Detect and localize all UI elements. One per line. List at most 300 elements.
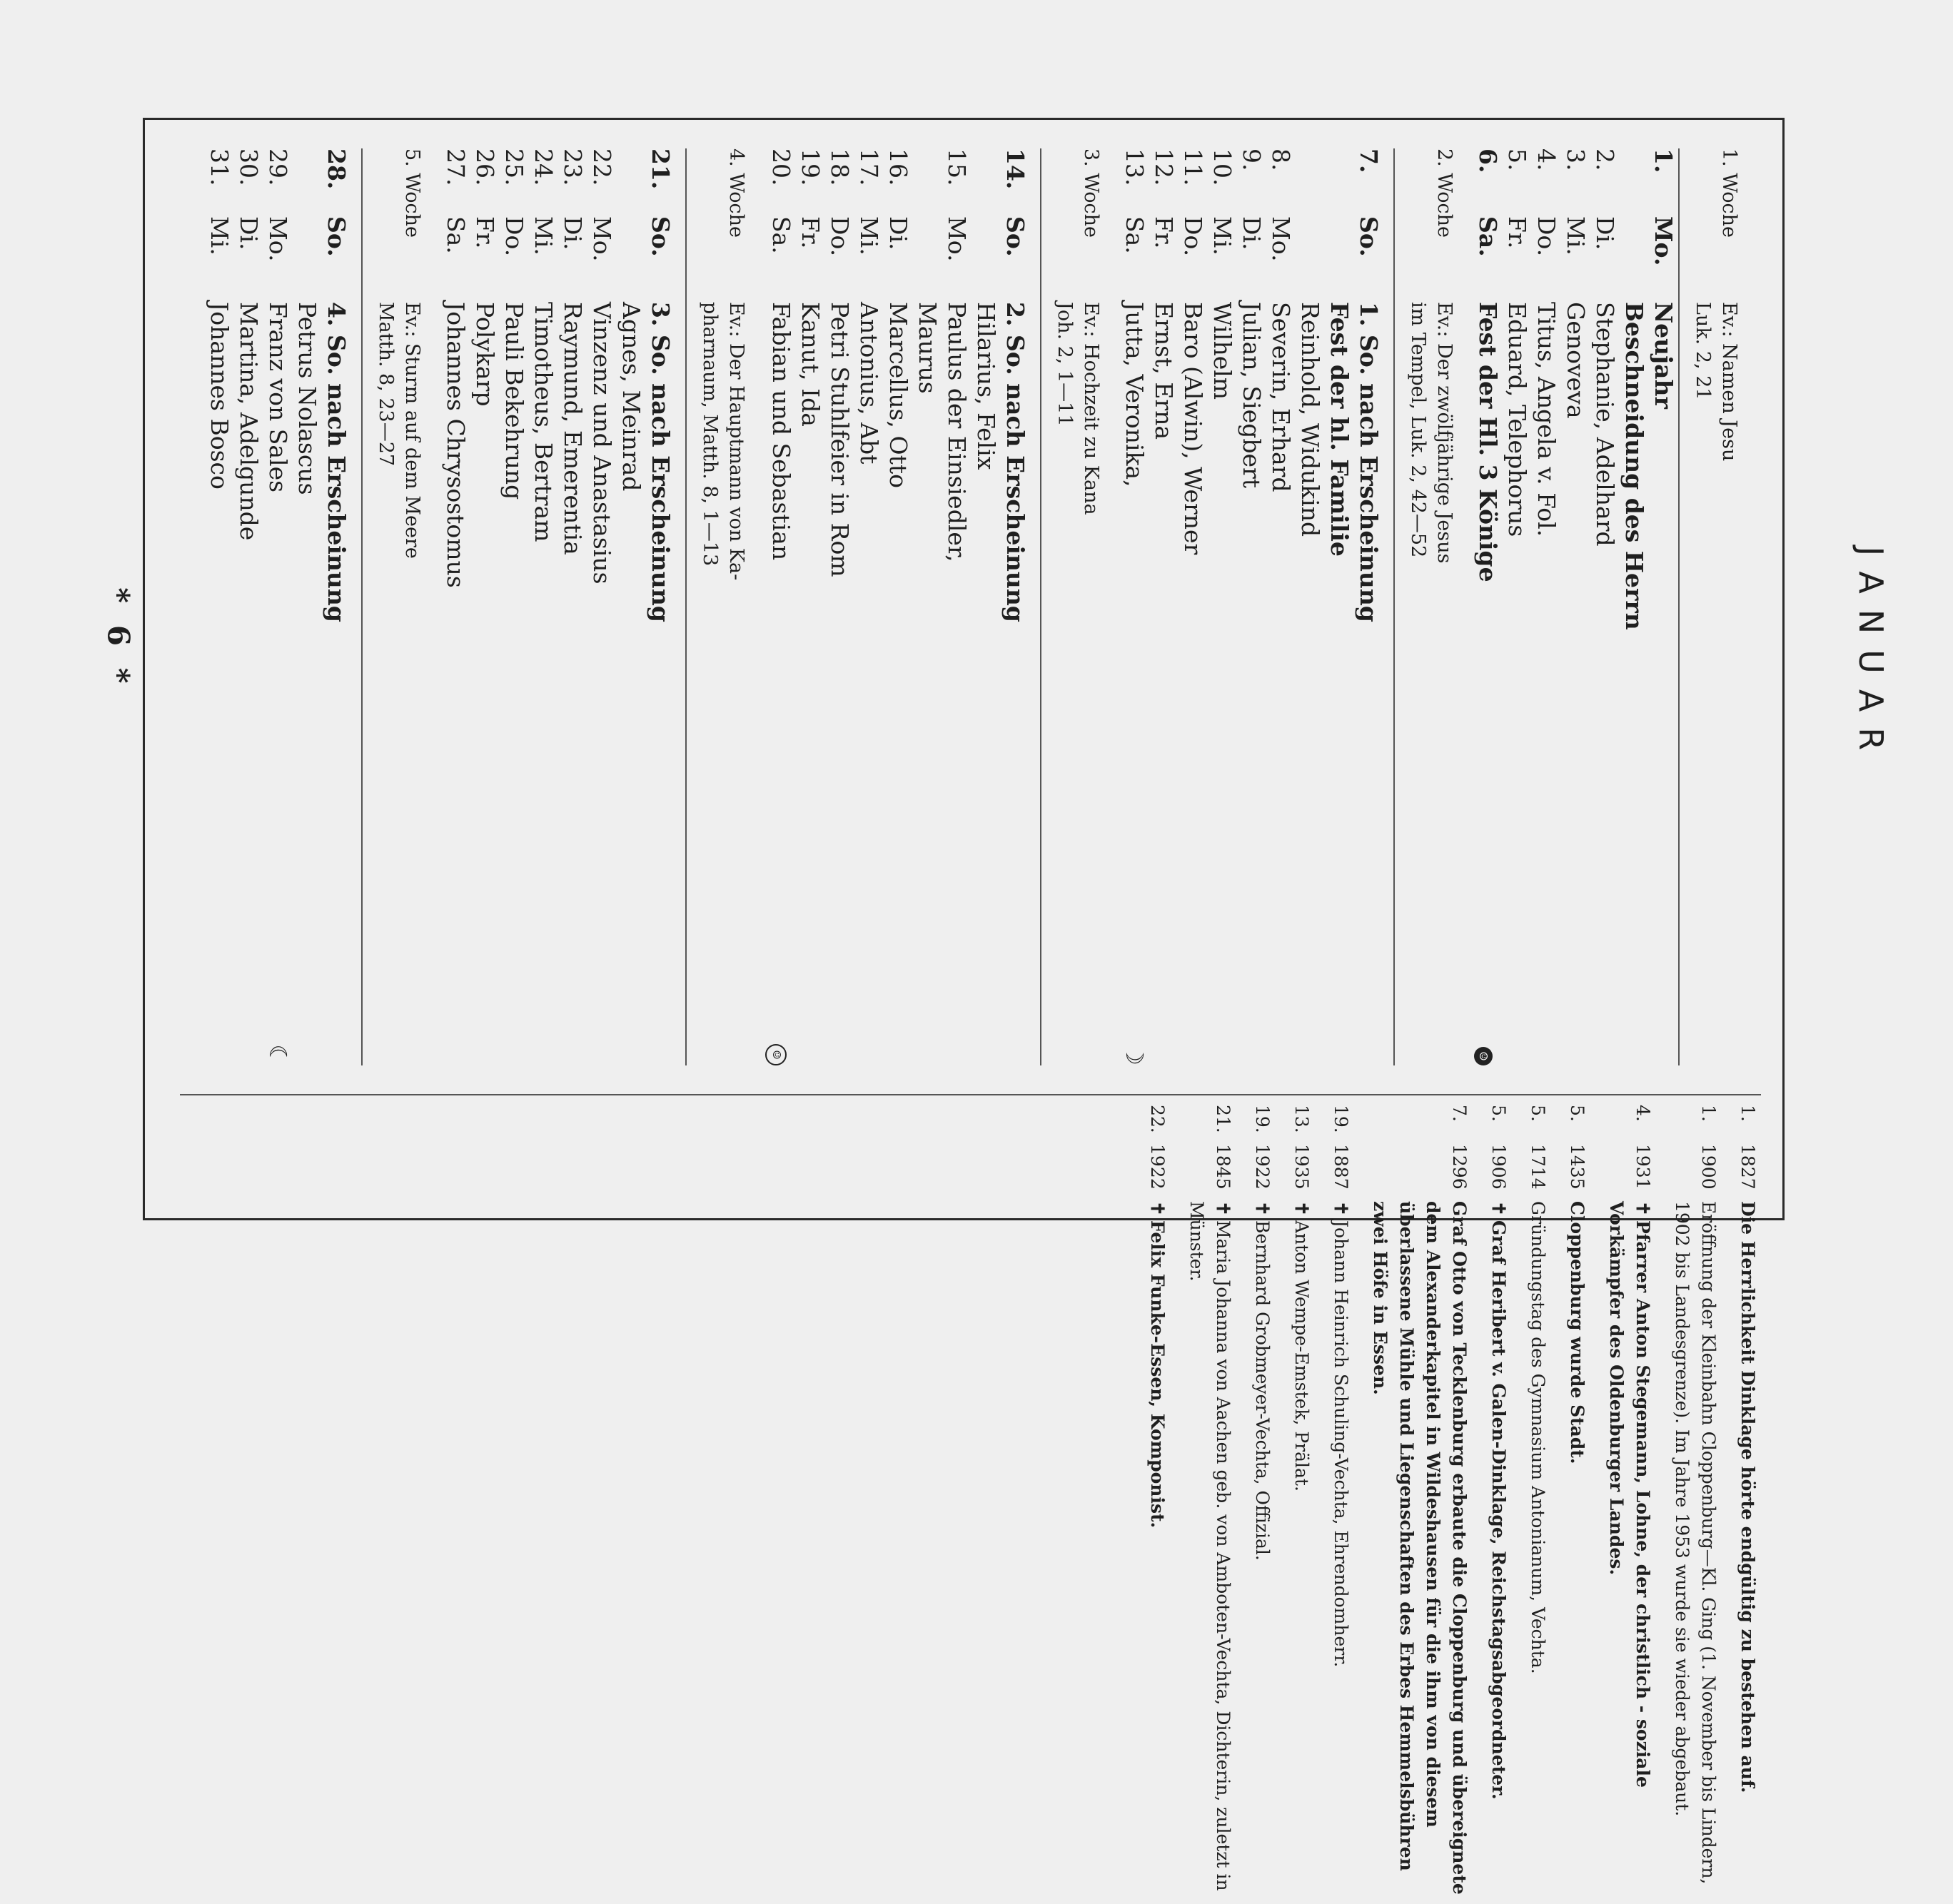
day-number: 13.	[1121, 148, 1149, 186]
day-saints	[1266, 302, 1296, 1023]
day-saints	[1149, 302, 1179, 1023]
day-row	[441, 148, 470, 1065]
day-row	[884, 148, 913, 1065]
symbol-slot	[1149, 1023, 1179, 1065]
day-saints	[205, 302, 234, 1023]
day-row	[1503, 148, 1532, 1065]
day-saints	[1208, 302, 1237, 1023]
day-row	[470, 148, 500, 1065]
day-number: 14.	[1001, 148, 1029, 190]
day-saints	[1120, 302, 1149, 1023]
history-entry	[1288, 1105, 1315, 1904]
week-header	[361, 148, 437, 1065]
day-number: 7.	[1355, 148, 1383, 173]
first-quarter-glyph-icon: ☾	[264, 1044, 292, 1065]
day-row	[854, 148, 884, 1065]
history-text	[1184, 1201, 1236, 1904]
day-number: 21.	[647, 148, 675, 190]
day-number: 9.	[1238, 148, 1266, 171]
history-date: 19.	[1252, 1105, 1273, 1133]
gospel-line: Ev.: Sturm auf dem Meere	[401, 302, 423, 559]
day-text-line: Hilarius, Felix	[972, 302, 1000, 470]
death-cross-icon: ✝	[1331, 1201, 1351, 1216]
symbol-slot	[1266, 1023, 1296, 1065]
day-saints	[587, 302, 617, 1023]
history-text-body: Eröffnung der Kleinbahn Cloppenburg—Kl. Ging (1. November bis Lindern, 1902 bis Landesgrenze). Im Jahre 1953 wurde sie wieder abgebaut.	[1672, 1201, 1719, 1885]
day-number: 10.	[1208, 148, 1236, 186]
history-entry	[1249, 1105, 1276, 1904]
day-row	[1237, 148, 1266, 1065]
day-text-line: Maurus	[914, 302, 942, 394]
page-number: * 6 *	[101, 587, 136, 689]
day-number: 26.	[471, 148, 499, 186]
day-row	[1561, 148, 1590, 1065]
day-row	[1473, 148, 1503, 1065]
days-column	[201, 148, 1754, 1065]
history-year: 1922	[1252, 1144, 1273, 1190]
day-row	[913, 148, 972, 1065]
weekday: Mi.	[530, 216, 557, 255]
day-row	[205, 148, 234, 1065]
day-saints	[1237, 302, 1266, 1023]
day-number: 22.	[588, 148, 616, 186]
day-row	[765, 148, 796, 1065]
history-year: 1922	[1147, 1144, 1168, 1190]
weekday: Mo.	[264, 216, 292, 262]
symbol-slot	[1179, 1023, 1208, 1065]
day-text-line: Wilhelm	[1208, 302, 1236, 400]
weekday: So.	[323, 216, 350, 257]
day-row	[293, 148, 351, 1065]
day-number: 17.	[855, 148, 883, 186]
day-row	[1590, 148, 1620, 1065]
history-date: 5.	[1488, 1105, 1509, 1122]
day-saints	[441, 302, 470, 1023]
gospel-line: Ev.: Hochzeit zu Kana	[1080, 302, 1102, 515]
day-row	[617, 148, 675, 1065]
gospel-reading	[373, 302, 425, 1065]
day-row	[558, 148, 587, 1065]
symbol-slot	[293, 1023, 351, 1065]
week-header	[1678, 148, 1754, 1065]
symbol-slot	[1237, 1023, 1266, 1065]
symbol-slot	[1296, 1023, 1383, 1065]
weekday: So.	[647, 216, 675, 257]
weekday: So.	[1355, 216, 1383, 257]
day-number: 6.	[1474, 148, 1502, 173]
symbol-slot	[617, 1023, 675, 1065]
day-saints	[884, 302, 913, 1023]
day-row	[1149, 148, 1179, 1065]
history-text-body: Cloppenburg wurde Stadt.	[1567, 1201, 1588, 1464]
history-text-body: Anton Wempe-Emstek, Prälat.	[1291, 1220, 1312, 1492]
history-year: 1900	[1698, 1144, 1719, 1190]
day-saints	[1296, 302, 1383, 1023]
day-text-line: 3. So. nach Erscheinung	[647, 302, 675, 622]
weekday: Sa.	[767, 216, 795, 254]
day-saints	[1590, 302, 1620, 1023]
death-cross-icon: ✝	[1213, 1201, 1233, 1216]
history-year: 1931	[1632, 1144, 1653, 1190]
day-text-line: 1. So. nach Erscheinung	[1355, 302, 1383, 622]
history-text	[1525, 1201, 1551, 1904]
last-quarter-icon	[1120, 1023, 1149, 1065]
day-saints	[1503, 302, 1532, 1023]
death-cross-icon: ✝	[1252, 1201, 1273, 1216]
symbol-slot	[884, 1023, 913, 1065]
weekday: Di.	[1238, 216, 1266, 250]
history-text-body: Graf Heribert v. Galen-Dinklage, Reichstagsabgeordneter.	[1488, 1220, 1509, 1800]
day-text-line: Agnes, Meinrad	[617, 302, 645, 492]
new-moon-icon	[765, 1023, 796, 1065]
history-year: 1906	[1488, 1144, 1509, 1190]
history-text	[1288, 1201, 1315, 1904]
month-title: JANUAR	[1852, 546, 1890, 766]
week-label: 4. Woche	[725, 148, 747, 238]
history-date: 5.	[1567, 1105, 1588, 1122]
day-text-line: Paulus der Einsiedler,	[943, 302, 971, 562]
history-entry	[1485, 1105, 1512, 1904]
weekday: Do.	[500, 216, 528, 257]
day-saints	[825, 302, 854, 1023]
day-text-line: Vinzenz und Anastasius	[588, 302, 616, 584]
day-text-line: Timotheus, Bertram	[530, 302, 557, 542]
day-number: 27.	[442, 148, 470, 186]
history-year: 1296	[1449, 1144, 1470, 1190]
full-moon-icon	[1473, 1023, 1503, 1065]
day-number: 24.	[530, 148, 557, 186]
day-text-line: Fest der Hl. 3 Könige	[1474, 302, 1502, 582]
symbol-slot	[529, 1023, 558, 1065]
weekday: Fr.	[471, 216, 499, 249]
history-text-body: Gründungstag des Gymnasium Antonianum, Vechta.	[1528, 1201, 1548, 1674]
day-number: 1.	[1650, 148, 1677, 173]
week-label: 5. Woche	[401, 148, 423, 238]
symbol-slot	[972, 1023, 1030, 1065]
week-label: 3. Woche	[1080, 148, 1102, 238]
day-number: 4.	[1533, 148, 1560, 171]
symbol-slot	[1208, 1023, 1237, 1065]
gospel-line: im Tempel, Luk. 2, 42—52	[1407, 302, 1429, 558]
history-text	[1144, 1201, 1171, 1904]
day-text-line: Kanut, Ida	[797, 302, 824, 427]
gospel-line: Ev.: Namen Jesu	[1718, 302, 1740, 462]
history-year: 1887	[1331, 1144, 1351, 1190]
day-text-line: Neujahr	[1650, 302, 1677, 409]
day-saints	[1561, 302, 1590, 1023]
history-text-body: Felix Funke-Essen, Komponist.	[1147, 1220, 1168, 1529]
day-text-line: Severin, Erhard	[1267, 302, 1295, 492]
history-text-body: Graf Otto von Tecklenburg erbaute die Cloppenburg und übereignete dem Alexanderkapitel in Wildeshausen für die ihm von diesem überlassene Mühle und Liegenschaften des Erbes Hemmelsbühren zwei Höfe in Essen.	[1370, 1201, 1470, 1895]
symbol-slot	[1561, 1023, 1590, 1065]
weekday: Mo.	[588, 216, 616, 262]
history-date: 1.	[1698, 1105, 1719, 1122]
day-row	[972, 148, 1030, 1065]
history-date: 5.	[1528, 1105, 1548, 1122]
symbol-slot	[1503, 1023, 1532, 1065]
gospel-reading	[697, 302, 750, 1065]
day-text-line: Petri Stuhlfeier in Rom	[826, 302, 854, 577]
day-saints	[854, 302, 884, 1023]
week-header	[685, 148, 761, 1065]
day-row	[263, 148, 293, 1065]
weekday: Sa.	[1474, 216, 1502, 257]
day-saints	[1532, 302, 1561, 1023]
history-text	[1249, 1201, 1276, 1904]
history-entry	[1328, 1105, 1354, 1904]
day-text-line: Fabian und Sebastian	[767, 302, 795, 561]
gospel-line: Matth. 8, 23—27	[375, 302, 397, 467]
day-row	[825, 148, 854, 1065]
history-text	[1367, 1201, 1473, 1904]
weekday: Mo.	[943, 216, 971, 262]
week-block	[201, 148, 437, 1065]
history-year: 1845	[1213, 1144, 1233, 1190]
day-number: 3.	[1562, 148, 1590, 171]
history-entry	[1669, 1105, 1722, 1904]
symbol-slot	[441, 1023, 470, 1065]
history-text	[1735, 1201, 1761, 1904]
symbol-slot	[854, 1023, 884, 1065]
history-date: 4.	[1632, 1105, 1653, 1122]
day-text-line: Johannes Chrysostomus	[442, 302, 470, 588]
day-text-line: Petrus Nolascus	[293, 302, 321, 495]
history-year: 1827	[1737, 1144, 1758, 1190]
day-text-line: 2. So. nach Erscheinung	[1001, 302, 1029, 622]
day-saints	[913, 302, 972, 1023]
week-label: 1. Woche	[1718, 148, 1740, 238]
weekday: Do.	[826, 216, 854, 257]
week-label: 2. Woche	[1433, 148, 1455, 238]
day-saints	[500, 302, 529, 1023]
history-entry	[1603, 1105, 1656, 1904]
gospel-line: Ev.: Der Hauptmann von Ka-	[725, 302, 747, 581]
symbol-slot	[825, 1023, 854, 1065]
history-date: 1.	[1737, 1105, 1758, 1122]
symbol-slot	[558, 1023, 587, 1065]
gospel-reading	[1690, 302, 1742, 1065]
week-block	[1116, 148, 1469, 1065]
day-row	[587, 148, 617, 1065]
symbol-slot	[1590, 1023, 1620, 1065]
history-date: 13.	[1291, 1105, 1312, 1133]
weekday: So.	[1001, 216, 1029, 257]
day-saints	[293, 302, 351, 1023]
history-text	[1485, 1201, 1512, 1904]
symbol-slot	[470, 1023, 500, 1065]
day-text-line: Fest der hl. Familie	[1326, 302, 1353, 557]
symbol-slot	[1532, 1023, 1561, 1065]
day-text-line: Antonius, Abt	[855, 302, 883, 465]
day-text-line: Johannes Bosco	[206, 302, 233, 490]
day-text-line: Beschneidung des Herrn	[1620, 302, 1648, 630]
day-number: 30.	[235, 148, 263, 186]
history-text-body: Bernhard Grobmeyer-Vechta, Offizial.	[1252, 1220, 1273, 1561]
day-text-line: Reinhold, Widukind	[1296, 302, 1324, 537]
history-text-body: Johann Heinrich Schuling-Vechta, Ehrendomherr.	[1331, 1220, 1351, 1668]
day-number: 5.	[1503, 148, 1531, 171]
symbol-slot	[205, 1023, 234, 1065]
symbol-slot	[500, 1023, 529, 1065]
death-cross-icon: ✝	[1488, 1201, 1509, 1216]
day-number: 15.	[943, 148, 971, 186]
new-moon-glyph-icon: ☺	[765, 1044, 787, 1065]
gospel-line: Luk. 2, 21	[1692, 302, 1714, 400]
day-saints	[972, 302, 1030, 1023]
history-entry	[1184, 1105, 1236, 1904]
history-entry	[1735, 1105, 1761, 1904]
day-row	[1179, 148, 1208, 1065]
day-row	[234, 148, 263, 1065]
weekday: Mi.	[206, 216, 233, 255]
weekday: Mi.	[1208, 216, 1236, 255]
day-text-line: Eduard, Telephorus	[1503, 302, 1531, 537]
gospel-line: pharnaum, Matth. 8, 1—13	[699, 302, 721, 567]
day-row	[500, 148, 529, 1065]
death-cross-icon: ✝	[1291, 1201, 1312, 1216]
weekday: Di.	[1591, 216, 1619, 250]
day-text-line: Stephanie, Adelhard	[1591, 302, 1619, 547]
weekday: Di.	[884, 216, 912, 250]
day-number: 25.	[500, 148, 528, 186]
day-number: 11.	[1179, 148, 1207, 186]
day-number: 18.	[826, 148, 854, 186]
day-text-line: Jutta, Veronika,	[1121, 302, 1149, 487]
day-text-line: Julian, Siegbert	[1238, 302, 1266, 489]
symbol-slot	[587, 1023, 617, 1065]
day-text-line: Pauli Bekehrung	[500, 302, 528, 500]
day-text-line: Ernst, Erna	[1150, 302, 1178, 440]
day-number: 16.	[884, 148, 912, 186]
day-row	[1532, 148, 1561, 1065]
weekday: Fr.	[1503, 216, 1531, 249]
symbol-slot	[1620, 1023, 1678, 1065]
day-saints	[1179, 302, 1208, 1023]
death-cross-icon: ✝	[1147, 1201, 1168, 1216]
symbol-slot	[796, 1023, 825, 1065]
history-entry	[1144, 1105, 1171, 1904]
day-row	[1208, 148, 1237, 1065]
weekday: Fr.	[797, 216, 824, 249]
day-saints	[765, 302, 796, 1023]
history-text	[1564, 1201, 1590, 1904]
day-text-line: Baro (Alwin), Werner	[1179, 302, 1207, 555]
day-text-line: Polykarp	[471, 302, 499, 407]
history-column	[169, 1105, 1761, 1904]
day-row	[1266, 148, 1296, 1065]
day-number: 31.	[206, 148, 233, 186]
day-number: 20.	[767, 148, 795, 186]
history-text	[1328, 1201, 1354, 1904]
history-date: 22.	[1147, 1105, 1168, 1133]
week-block	[761, 148, 1116, 1065]
day-saints	[470, 302, 500, 1023]
day-number: 28.	[323, 148, 350, 190]
day-number: 12.	[1150, 148, 1178, 186]
day-text-line: Genoveva	[1562, 302, 1590, 419]
gospel-reading	[1405, 302, 1458, 1065]
day-saints	[558, 302, 587, 1023]
first-quarter-icon	[263, 1023, 293, 1065]
last-quarter-glyph-icon: ☽	[1121, 1044, 1149, 1065]
day-text-line: Titus, Angela v. Fol.	[1533, 302, 1560, 537]
column-divider	[180, 1094, 1761, 1095]
history-text-body: Pfarrer Anton Stegemann, Lohne, der christlich - soziale Vorkämpfer des Oldenburger Landes.	[1606, 1201, 1653, 1788]
week-header	[1040, 148, 1116, 1065]
gospel-line: Ev.: Der zwölfjährige Jesus	[1433, 302, 1455, 564]
history-year: 1714	[1528, 1144, 1548, 1190]
day-text-line: 4. So. nach Erscheinung	[323, 302, 350, 622]
week-block	[437, 148, 761, 1065]
weekday: Mi.	[1562, 216, 1590, 255]
weekday: Do.	[1179, 216, 1207, 257]
day-text-line: Raymund, Emerentia	[559, 302, 587, 555]
day-row	[1120, 148, 1149, 1065]
history-text	[1669, 1201, 1722, 1904]
gospel-reading	[1051, 302, 1104, 1065]
weekday: Di.	[559, 216, 587, 250]
weekday: Mo.	[1650, 216, 1677, 266]
day-saints	[617, 302, 675, 1023]
weekday: Mi.	[855, 216, 883, 255]
day-saints	[529, 302, 558, 1023]
day-text-line: Martina, Adelgunde	[235, 302, 263, 541]
day-text-line: Marcellus, Otto	[884, 302, 912, 488]
history-entry	[1564, 1105, 1590, 1904]
day-saints	[234, 302, 263, 1023]
day-row	[1620, 148, 1678, 1065]
history-year: 1435	[1567, 1144, 1588, 1190]
history-text-body: Die Herrlichkeit Dinklage hörte endgültig zu bestehen auf.	[1737, 1201, 1758, 1793]
weekday: Di.	[235, 216, 263, 250]
full-moon-glyph-icon: ☺	[1474, 1047, 1493, 1065]
week-block	[1469, 148, 1754, 1065]
weekday: Do.	[1533, 216, 1560, 257]
death-cross-icon: ✝	[1632, 1201, 1653, 1216]
day-number: 19.	[797, 148, 824, 186]
weekday: Sa.	[1121, 216, 1149, 254]
weekday: Mo.	[1267, 216, 1295, 262]
history-year: 1935	[1291, 1144, 1312, 1190]
history-date: 19.	[1331, 1105, 1351, 1133]
week-header	[1393, 148, 1469, 1065]
symbol-slot	[913, 1023, 972, 1065]
day-number: 29.	[264, 148, 292, 186]
day-row	[529, 148, 558, 1065]
symbol-slot	[234, 1023, 263, 1065]
history-date: 21.	[1213, 1105, 1233, 1133]
history-date: 7.	[1449, 1105, 1470, 1122]
day-saints	[796, 302, 825, 1023]
day-saints	[263, 302, 293, 1023]
calendar-frame	[143, 118, 1785, 1895]
day-text-line: Franz von Sales	[264, 302, 292, 493]
gospel-line: Joh. 2, 1—11	[1054, 302, 1076, 427]
weekday: Sa.	[442, 216, 470, 254]
day-saints	[1473, 302, 1503, 1023]
history-text-body: Maria Johanna von Aachen geb. von Amboten-Vechta, Dichterin, zuletzt in Münster.	[1186, 1201, 1233, 1891]
history-entry	[1525, 1105, 1551, 1904]
day-number: 8.	[1267, 148, 1295, 171]
day-row	[796, 148, 825, 1065]
day-number: 2.	[1591, 148, 1619, 171]
history-text	[1603, 1201, 1656, 1904]
day-row	[1296, 148, 1383, 1065]
history-entry	[1367, 1105, 1473, 1904]
day-saints	[1620, 302, 1678, 1023]
weekday: Fr.	[1150, 216, 1178, 249]
day-number: 23.	[559, 148, 587, 186]
